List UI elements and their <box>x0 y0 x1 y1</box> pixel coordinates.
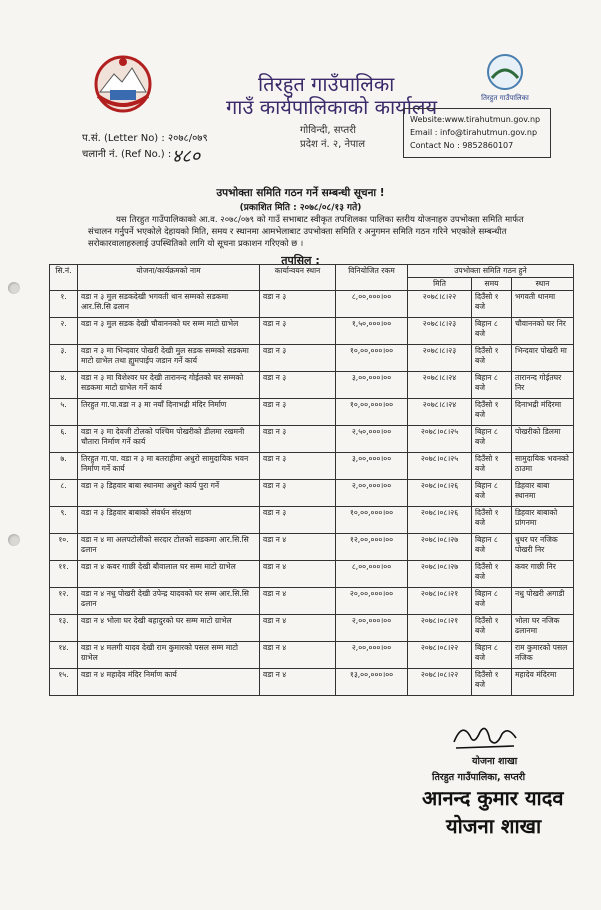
table-row <box>50 507 574 534</box>
row-location: वडा न ४ <box>260 642 336 669</box>
table-row <box>50 615 574 642</box>
row-location: वडा न ४ <box>260 561 336 588</box>
row-project: वडा न ४ कवर गाछी देखी बौवालाल घर सम्म माटो ग्राभेल <box>78 561 260 588</box>
office-address: गोविन्दी, सप्तरी <box>300 125 356 136</box>
row-location: वडा न ३ <box>260 426 336 453</box>
punch-hole <box>8 534 20 546</box>
row-date: २०७८।०८।२७ <box>408 561 472 588</box>
row-place: पोखरीको डिलमा <box>512 426 574 453</box>
row-date: २०७८।०८।२१ <box>408 588 472 615</box>
row-place: चौवाननको घर निर <box>512 318 574 345</box>
row-budget: १०,००,०००।०० <box>336 507 408 534</box>
dispatch-label: चलानी नं. (Ref No.) : <box>82 149 172 160</box>
table-row <box>50 291 574 318</box>
row-date: २०७८।०८।२१ <box>408 615 472 642</box>
row-date: २०७८।०८।२६ <box>408 507 472 534</box>
projects-table <box>49 264 574 696</box>
row-budget: १३,००,०००।०० <box>336 669 408 696</box>
row-date: २०७८।०८।२६ <box>408 480 472 507</box>
row-budget: ८,००,०००।०० <box>336 291 408 318</box>
row-time: बिहान ८ बजे <box>472 372 512 399</box>
row-date: २०७८।८।२२ <box>408 291 472 318</box>
municipality-logo <box>474 52 536 104</box>
row-project: वडा न ३ मा भिन्दवार पोखरी देखी मुल सडक सम्मको सडकमा माटो ग्राभेल तथा ह्युमपाईप जडान गर्ने कार्य <box>78 345 260 372</box>
row-project: वडा न ३ मुल सडक देखी चौवाननको घर सम्म माटो ग्राभेल <box>78 318 260 345</box>
table-body <box>50 291 574 696</box>
notice-published-date: (प्रकाशित मिति : २०७८/०८/१३ गते) <box>239 203 362 213</box>
row-time: बिहान ८ बजे <box>472 318 512 345</box>
row-place: डिहवार बाबाको प्रांगनमा <box>512 507 574 534</box>
website-text: Website:www.tirahutmun.gov.np <box>410 115 541 124</box>
punch-hole <box>8 282 20 294</box>
signature-office-label: तिरहुत गाउँपालिका, सप्तरी <box>432 772 526 783</box>
table-row <box>50 399 574 426</box>
header-project: योजना/कार्यक्रमको नाम <box>78 265 260 291</box>
row-location: वडा न ३ <box>260 318 336 345</box>
office-name: तिरहुत गाउँपालिका <box>258 72 395 96</box>
row-budget: २,००,०००।०० <box>336 615 408 642</box>
row-place: कवर गाछी निर <box>512 561 574 588</box>
row-budget: ३,००,०००।०० <box>336 372 408 399</box>
row-date: २०७८।८।२३ <box>408 318 472 345</box>
table-row <box>50 480 574 507</box>
row-place: नधु पोखरी अगाडी <box>512 588 574 615</box>
row-date: २०७८।८।२३ <box>408 345 472 372</box>
row-sn: १०. <box>50 534 78 561</box>
table-row <box>50 669 574 696</box>
row-budget: १२,००,०००।०० <box>336 534 408 561</box>
row-place: भोला घर नजिक ढलानमा <box>512 615 574 642</box>
row-location: वडा न ४ <box>260 615 336 642</box>
table-row <box>50 372 574 399</box>
row-budget: २०,००,०००।०० <box>336 588 408 615</box>
row-place: धुथर घर नजिक पोखरी निर <box>512 534 574 561</box>
row-sn: ५. <box>50 399 78 426</box>
row-project: वडा न ४ भोला घर देखी बहादुरको घर सम्म माटो ग्राभेल <box>78 615 260 642</box>
table-row <box>50 318 574 345</box>
row-place: सामुदायिक भवनको ठाउमा <box>512 453 574 480</box>
row-project: वडा न ३ डिहवार बाबाको संवर्धन संरक्षण <box>78 507 260 534</box>
row-location: वडा न ४ <box>260 534 336 561</box>
row-sn: १५. <box>50 669 78 696</box>
row-date: २०७८।०८।२५ <box>408 453 472 480</box>
row-project: वडा न ४ नधु पोखरी देखी उपेन्द्र यादवको घर सम्म आर.सि.सि ढलान <box>78 588 260 615</box>
letter-number: प.सं. (Letter No) : २०७८/०७९ <box>82 133 208 144</box>
notice-title: उपभोक्ता समिति गठन गर्ने सम्बन्धी सूचना ! <box>216 187 385 199</box>
row-budget: २,००,०००।०० <box>336 642 408 669</box>
row-location: वडा न ३ <box>260 399 336 426</box>
row-time: बिहान ८ बजे <box>472 534 512 561</box>
row-date: २०७८।०८।२२ <box>408 642 472 669</box>
header-sn: सि.नं. <box>50 265 78 291</box>
row-place: डिहवार बाबा स्थानमा <box>512 480 574 507</box>
row-budget: २,५०,०००।०० <box>336 426 408 453</box>
row-time: दिउँसो १ बजे <box>472 453 512 480</box>
row-sn: ४. <box>50 372 78 399</box>
row-project: तिरहुत गा.पा.वडा न ३ मा नयाँ दिनाभद्री मंदिर निर्माण <box>78 399 260 426</box>
row-location: वडा न ३ <box>260 453 336 480</box>
row-date: २०७८।०८।२५ <box>408 426 472 453</box>
notice-body: यस तिरहुत गाउँपालिकाको आ.व. २०७८/०७९ को गाउँ सभाबाट स्वीकृत तपशिलका पालिका स्तरीय योजनाहरु उपभोक्ता समिति मार्फत संचालन गर्नुपर्ने भएकोले देहायको मिति, समय र स्थानमा आमभेलाबाट उपभोक्ता समिति र अनुगमन समिति गठन गरिने भएकोले सम्बन्धीत सरोकारवालाहरुलाई उपस्थितिको लागि यो सूचना प्रकाशन गरिएको छ । <box>88 215 524 249</box>
table-row <box>50 426 574 453</box>
row-time: बिहान ८ बजे <box>472 642 512 669</box>
contact-box <box>403 108 551 158</box>
row-sn: ६. <box>50 426 78 453</box>
row-budget: १,५०,०००।०० <box>336 318 408 345</box>
row-sn: ८. <box>50 480 78 507</box>
row-location: वडा न ३ <box>260 291 336 318</box>
row-budget: १०,००,०००।०० <box>336 345 408 372</box>
row-time: दिउँसो १ बजे <box>472 291 512 318</box>
row-time: दिउँसो १ बजे <box>472 615 512 642</box>
row-project: तिरहुत गा.पा. वडा न ३ मा बतराहीमा अधुरो सामुदायिक भवन निर्माण गर्ने कार्य <box>78 453 260 480</box>
row-sn: ११. <box>50 561 78 588</box>
signature-image <box>450 718 520 752</box>
row-project: वडा न ३ मा देवजी टोलको पश्चिम पोखरीको डीलमा रखमनी चौतारा निर्माण गर्ने कार्य <box>78 426 260 453</box>
header-committee: उपभोक्ता समिति गठन हुने <box>408 265 574 278</box>
row-budget: ३,००,०००।०० <box>336 453 408 480</box>
row-date: २०७८।८।२४ <box>408 399 472 426</box>
row-location: वडा न ३ <box>260 507 336 534</box>
row-date: २०७८।८।२४ <box>408 372 472 399</box>
row-budget: २,००,०००।०० <box>336 480 408 507</box>
annex-label: तपसिल : <box>281 254 320 267</box>
office-subtitle: गाउँ कार्यपालिकाको कार्यालय <box>226 95 438 119</box>
svg-text:तिरहुत गाउँपालिका: तिरहुत गाउँपालिका <box>481 94 529 102</box>
row-project: वडा न ४ महादेव मंदिर निर्माण कार्य <box>78 669 260 696</box>
table-row <box>50 561 574 588</box>
row-place: तारानन्द गोईतघर निर <box>512 372 574 399</box>
row-project: वडा न ३ मा विशेश्वर घर देखी तारानन्द गोईतको घर सम्मको सडकमा माटो ग्राभेल गर्ने कार्य <box>78 372 260 399</box>
row-project: वडा न ३ मुल सडकदेखी भगवती थान सम्मको सडकमा आर.सि.सि ढलान <box>78 291 260 318</box>
table-row <box>50 453 574 480</box>
row-sn: १. <box>50 291 78 318</box>
row-date: २०७८।०८।२२ <box>408 669 472 696</box>
row-date: २०७८।०८।२७ <box>408 534 472 561</box>
table-header-row <box>50 265 574 278</box>
row-project: वडा न ४ मा अलपटोलीको सरदार टोलको सडकमा आर.सि.सि ढलान <box>78 534 260 561</box>
header-place: स्थान <box>512 278 574 291</box>
header-time: समय <box>472 278 512 291</box>
row-time: दिउँसो १ बजे <box>472 345 512 372</box>
nepal-emblem-logo <box>88 52 158 114</box>
table-row <box>50 345 574 372</box>
row-place: भिन्दवार पोखरी मा <box>512 345 574 372</box>
row-place: दिनाभद्री मंदिरमा <box>512 399 574 426</box>
row-sn: १२. <box>50 588 78 615</box>
row-time: दिउँसो १ बजे <box>472 399 512 426</box>
row-location: वडा न ३ <box>260 480 336 507</box>
row-budget: १०,००,०००।०० <box>336 399 408 426</box>
row-sn: ९. <box>50 507 78 534</box>
row-time: बिहान ८ बजे <box>472 426 512 453</box>
row-sn: ७. <box>50 453 78 480</box>
row-time: बिहान ८ बजे <box>472 480 512 507</box>
row-time: दिउँसो १ बजे <box>472 669 512 696</box>
row-place: भगवती थानमा <box>512 291 574 318</box>
contact-number: Contact No : 9852860107 <box>410 141 514 150</box>
row-time: बिहान ८ बजे <box>472 588 512 615</box>
row-project: वडा न ४ मलगी यादव देखी राम कुमारको पसल सम्म माटो ग्राभेल <box>78 642 260 669</box>
stamp-section: योजना शाखा <box>446 814 542 838</box>
table-row <box>50 534 574 561</box>
header-date: मिति <box>408 278 472 291</box>
office-province: प्रदेश नं. २, नेपाल <box>300 139 366 150</box>
table-row <box>50 642 574 669</box>
row-sn: ३. <box>50 345 78 372</box>
row-sn: १४. <box>50 642 78 669</box>
header-budget: विनियोजित रकम <box>336 265 408 291</box>
email-text: Email : info@tirahutmun.gov.np <box>410 128 538 137</box>
signature-section-label: योजना शाखा <box>472 756 518 767</box>
row-budget: ८,००,०००।०० <box>336 561 408 588</box>
stamp-name: आनन्द कुमार यादव <box>422 786 564 810</box>
row-place: राम कुमारको पसल नजिक <box>512 642 574 669</box>
row-location: वडा न ४ <box>260 669 336 696</box>
row-sn: १३. <box>50 615 78 642</box>
table-row <box>50 588 574 615</box>
row-project: वडा न ३ डिहवार बाबा स्थानमा अधुरो कार्य पुरा गर्ने <box>78 480 260 507</box>
row-time: दिउँसो १ बजे <box>472 507 512 534</box>
row-sn: २. <box>50 318 78 345</box>
row-time: दिउँसो १ बजे <box>472 561 512 588</box>
row-location: वडा न ३ <box>260 372 336 399</box>
row-place: महादेव मंदिरमा <box>512 669 574 696</box>
row-location: वडा न ३ <box>260 345 336 372</box>
row-location: वडा न ४ <box>260 588 336 615</box>
header-location: कार्यान्वयन स्थान <box>260 265 336 291</box>
dispatch-number: ४८० <box>172 146 201 167</box>
